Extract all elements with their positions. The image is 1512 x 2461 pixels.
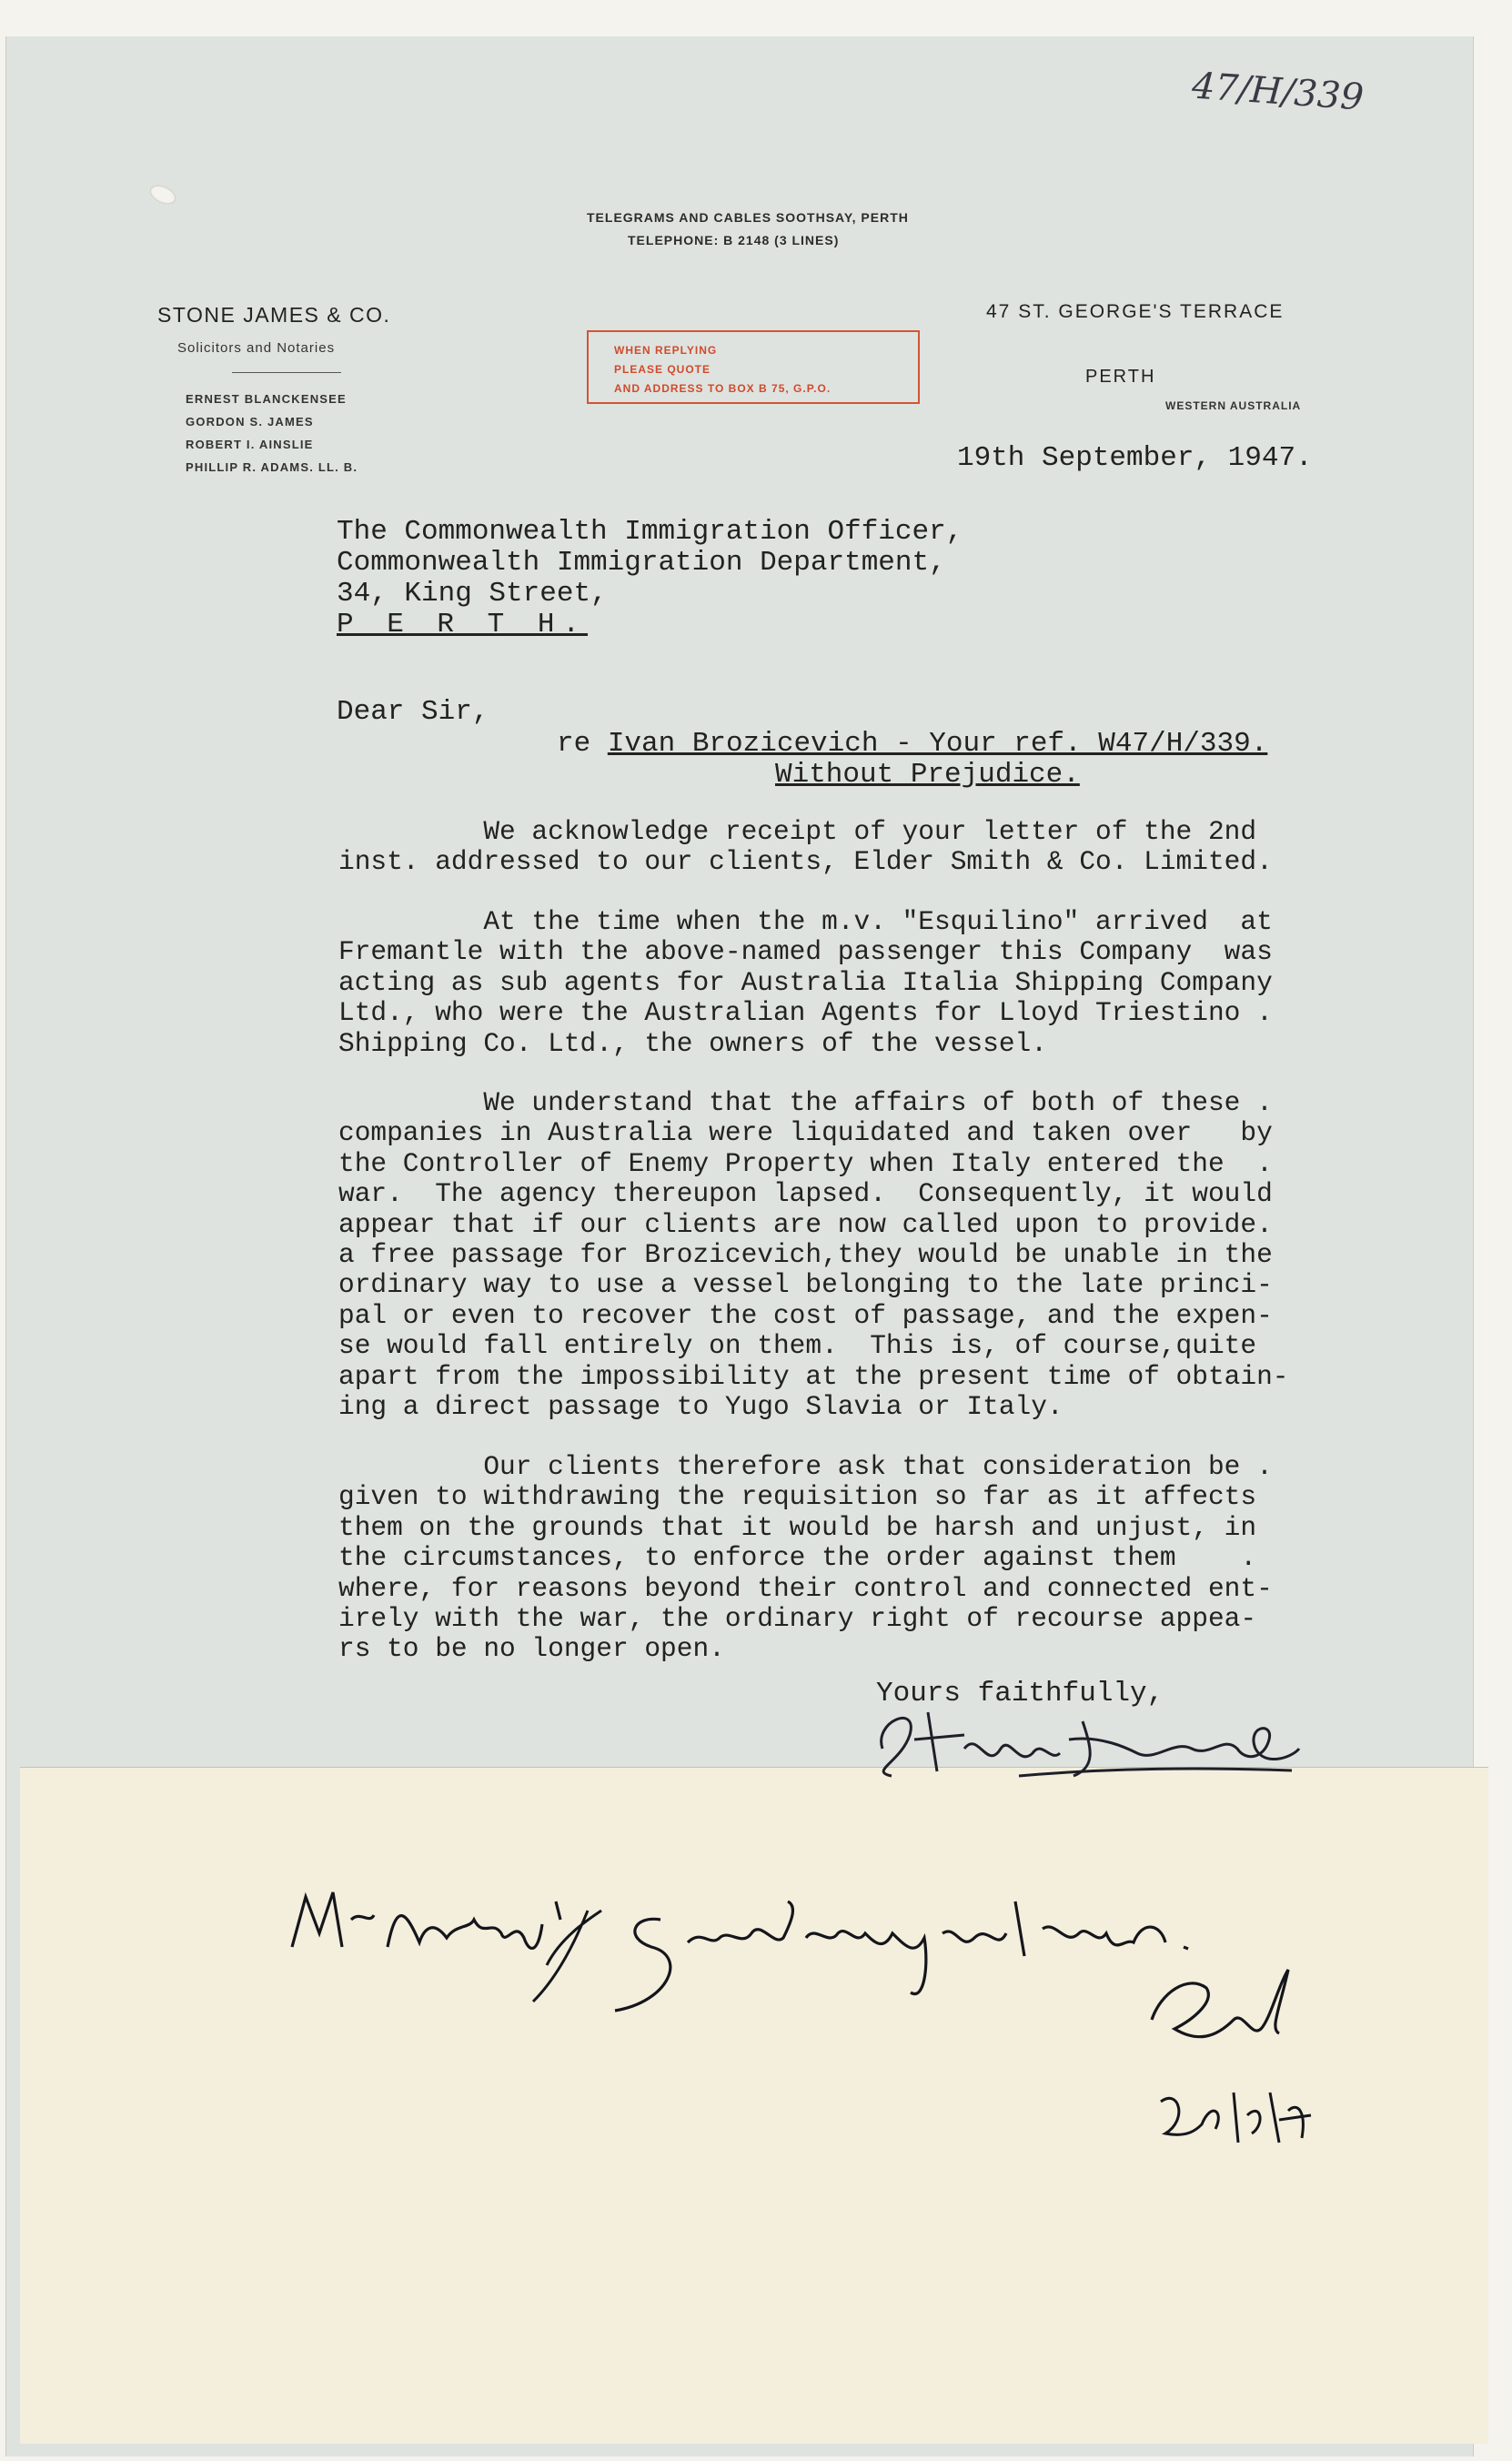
reply-instructions-box	[587, 330, 920, 404]
partner-name: GORDON S. JAMES	[186, 415, 314, 429]
handwritten-minute	[287, 1883, 1315, 2193]
subject-without-prejudice: Without Prejudice.	[775, 759, 1080, 791]
salutation: Dear Sir,	[337, 696, 489, 728]
recipient-city: P E R T H.	[337, 609, 589, 640]
recipient-line: Commonwealth Immigration Department,	[337, 547, 946, 579]
recipient-address	[337, 517, 963, 640]
reply-line: AND ADDRESS TO BOX B 75, G.P.O.	[614, 382, 832, 395]
firm-name: STONE JAMES & CO.	[157, 303, 391, 327]
firm-street-address: 47 ST. GEORGE'S TERRACE	[986, 301, 1285, 322]
firm-divider	[232, 372, 341, 373]
firm-subtitle: Solicitors and Notaries	[177, 340, 336, 356]
telephone-line: TELEPHONE: B 2148 (3 LINES)	[628, 233, 840, 247]
partners-list	[186, 388, 358, 479]
body-paragraph: Our clients therefore ask that consideration be . given to withdrawing the requisition so far as it affects them on the grounds that it would be harsh and unjust, in the circumstances, to enforce the order against them . where, for reasons beyond their control and connected ent- irely with the war, the ordinary right of recourse appea- rs to be no longer open.	[338, 1451, 1273, 1665]
body-paragraph: At the time when the m.v. "Esquilino" arrived at Fremantle with the above-named passenger this Company was acting as sub agents for Australia Italia Shipping Company Ltd., who were the Australian Agents for Lloyd Triestino . Shipping Co. Ltd., the owners of the vessel.	[338, 906, 1273, 1059]
partner-name: ROBERT I. AINSLIE	[186, 438, 314, 451]
body-paragraph: We acknowledge receipt of your letter of the 2nd inst. addressed to our clients, Elder Smith & Co. Limited.	[338, 816, 1273, 878]
signature-image	[864, 1685, 1310, 1785]
reply-line: WHEN REPLYING	[614, 344, 718, 357]
letter-date: 19th September, 1947.	[957, 442, 1313, 474]
subject-reference: Ivan Brozicevich - Your ref. W47/H/339.	[607, 728, 1268, 760]
subject-prefix: re	[557, 728, 608, 760]
partner-name: ERNEST BLANCKENSEE	[186, 392, 347, 406]
reply-line: PLEASE QUOTE	[614, 363, 711, 376]
firm-state: WESTERN AUSTRALIA	[1165, 399, 1302, 412]
closing: Yours faithfully,	[876, 1678, 1164, 1710]
body-paragraph: We understand that the affairs of both of these . companies in Australia were liquidated and taken over by the Controller of Enemy Property when Italy entered the . war. The agency thereupon lapsed. Consequently, it would appear that if our clients are now called upon to provide. a free passage for Brozicevich,they would be unable in the ordinary way to use a vessel belonging to the late princi- pal or even to recover the cost of passage, and the expen- se would fall entirely on them. This is, of course,quite apart from the impossibility at the present time of obtain- ing a direct passage to Yugo Slavia or Italy.	[338, 1087, 1289, 1423]
firm-city: PERTH	[1085, 367, 1156, 387]
subject-line	[557, 728, 1268, 791]
recipient-line: The Commonwealth Immigration Officer,	[337, 516, 963, 548]
recipient-line: 34, King Street,	[337, 578, 608, 610]
telegrams-line: TELEGRAMS AND CABLES SOOTHSAY, PERTH	[587, 210, 909, 225]
file-reference-annotation: 47/H/339	[1190, 65, 1366, 119]
partner-name: PHILLIP R. ADAMS. LL. B.	[186, 460, 358, 474]
